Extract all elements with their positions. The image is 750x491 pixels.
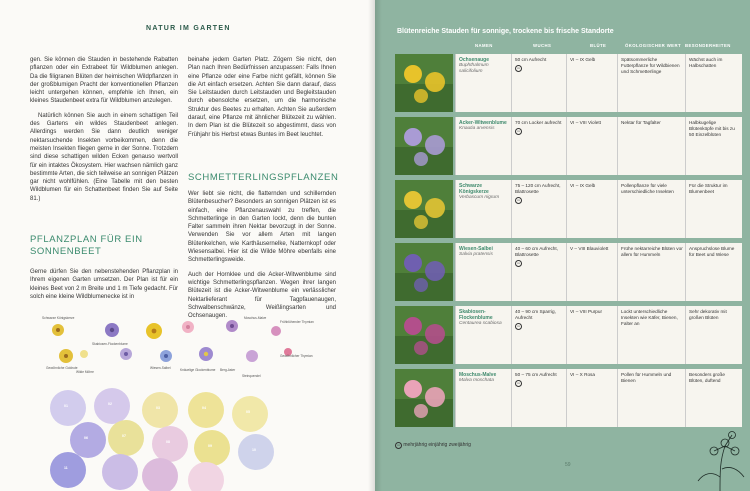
bed-number: 03 <box>156 406 160 410</box>
cell-name <box>455 243 512 301</box>
bed-number: 09 <box>208 444 212 448</box>
cell-name <box>455 369 512 427</box>
perennial-icon: m <box>515 197 522 204</box>
plant-name: Schwarze Königskerze <box>459 183 489 195</box>
cell-bluete <box>566 180 618 238</box>
cell-oeko <box>617 54 686 112</box>
plant-photo <box>395 306 453 364</box>
cell-bluete <box>566 306 618 364</box>
cell-besonderheiten <box>685 54 742 112</box>
plant-photo <box>395 243 453 301</box>
oeko-text: Pollenpflanze für viele unterschiedliche Insekten <box>621 183 674 194</box>
bluete-text: VI – VIII Purpur <box>570 309 603 314</box>
plant-name: Wiesen-Salbei <box>459 246 493 252</box>
table-header-wuchs: WUCHS <box>533 43 552 48</box>
cell-name <box>455 306 512 364</box>
bed-number: 04 <box>202 406 206 410</box>
plan-label: Schwarze Königskerze <box>42 316 75 320</box>
bed-number: 08 <box>166 440 170 444</box>
flower-icon <box>246 350 258 362</box>
oeko-text: Nektar für Tagfalter <box>621 120 661 125</box>
bluete-text: VI – IX Gelb <box>570 183 596 188</box>
plant-name: Skabiosen-Flockenblume <box>459 309 493 321</box>
plan-label: Frühblühender Thymian <box>280 320 314 324</box>
besonderheiten-text: Halbkugelige Blütenköpfe mit bis zu 50 Einzelblüten <box>689 120 735 137</box>
text-column-left-lower <box>30 268 178 307</box>
flower-icon <box>146 323 162 339</box>
cell-oeko <box>617 117 686 175</box>
paragraph: gen. Sie können die Stauden in bestehende Rabatten pflanzen oder ein Extrabeet für Wildblumen anlegen. Da die filigranen Blüten der heimischen Wildpflanzen in der großblumigen Pracht der konventionellen Pflanzen leicht untergehen können, empfehle ich Ihnen, ein kleines Staudenbeet extra für Wildblumen anzulegen. <box>30 57 178 105</box>
plan-label: Berg-Aster <box>220 368 236 372</box>
bluete-text: V – VIII Blauviolett <box>570 246 609 251</box>
oeko-text: Frühe nektarreiche Blüten vor allem für Hummeln <box>621 246 683 257</box>
flower-icon <box>182 321 194 333</box>
plan-label: Moschus-Malve <box>244 316 267 320</box>
besonderheiten-text: Anspruchslose Blume für Beet und Wiese <box>689 246 735 257</box>
cell-oeko <box>617 180 686 238</box>
cell-wuchs <box>511 117 567 175</box>
plant-photo <box>395 369 453 427</box>
table-row <box>395 306 741 366</box>
plan-label: Skabiosen-Flockenblume <box>92 342 128 346</box>
perennial-icon: m <box>515 65 522 72</box>
wuchs-text: 50 – 75 cm Aufrecht <box>515 372 557 377</box>
cell-name <box>455 54 512 112</box>
planting-plan-illustration <box>30 314 330 491</box>
perennial-icon: m <box>515 260 522 267</box>
besonderheiten-text: Für die Struktur im Blumenbeet <box>689 183 728 194</box>
plan-label: Gewöhnlicher Thymian <box>280 354 313 358</box>
besonderheiten-text: Besonders große Blüten, duftend <box>689 372 725 383</box>
table-row <box>395 117 741 177</box>
cell-besonderheiten <box>685 306 742 364</box>
flower-icon <box>105 323 119 337</box>
text-column-right-lower <box>188 190 336 326</box>
plant-name: Ochsenauge <box>459 57 490 63</box>
cell-besonderheiten <box>685 369 742 427</box>
table-header-namen: NAMEN <box>475 43 493 48</box>
cell-oeko <box>617 369 686 427</box>
table-header-bluete: BLÜTE <box>590 43 607 48</box>
cell-besonderheiten <box>685 117 742 175</box>
flower-icons <box>52 320 292 363</box>
bed-number: 01 <box>64 404 68 408</box>
paragraph: Gerne dürfen Sie den nebenstehenden Pflanzplan in Ihrem eigenen Garten umsetzen. Der Plan ist für ein kleines Beet von 2 m Breite und 1 m Tiefe gedacht. Für solch eine kleine Wildblumenecke ist in <box>30 269 178 300</box>
perennial-icon: m <box>395 442 402 449</box>
wuchs-text: 40 – 60 cm Aufrecht, Blattrosette <box>515 246 558 257</box>
cell-bluete <box>566 54 618 112</box>
bed-number: 07 <box>122 434 126 438</box>
cell-oeko <box>617 243 686 301</box>
besonderheiten-text: Wächst auch im Halbschatten <box>689 57 723 68</box>
flower-icon <box>226 320 238 332</box>
table-row <box>395 369 741 429</box>
paragraph: Auch der Hornklee und die Acker-Witwenblume sind wichtige Schmetterlingspflanzen. Wegen ihrer langen Blütezeit ist die Acker-Witwenblume ein verlässlicher Nektarlieferant für Tagpfauenaugen, Schwalbenschwänze, Weißlingsarten und Ochsenaugen. <box>188 271 336 320</box>
oeko-text: Lockt unterschiedliche Insekten wie Käfer, Bienen, Falter an <box>621 309 678 326</box>
perennial-icon: m <box>515 323 522 330</box>
text-column-left <box>30 56 178 209</box>
text-column-right <box>188 56 336 145</box>
bed-number: 02 <box>108 402 112 406</box>
perennial-icon: m <box>515 128 522 135</box>
plan-svg <box>30 314 330 491</box>
cell-wuchs <box>511 369 567 427</box>
bed-number: 10 <box>252 448 256 452</box>
bed-number: 11 <box>64 466 68 470</box>
oeko-text: Spätsommerliche Futterpflanze für Wildbienen und Schmetterlinge <box>621 57 680 74</box>
bluete-text: VI – IX Gelb <box>570 57 596 62</box>
legend-text: mehrjährig einjährig zweijährig <box>403 442 471 448</box>
cell-name <box>455 117 512 175</box>
plant-latin: Buphthalmum salicifolium <box>459 63 489 74</box>
table-header-besonderheiten: BESONDERHEITEN <box>685 43 731 48</box>
plan-label: Gewöhnliche Goldrute <box>46 366 78 370</box>
page-gutter <box>368 0 382 491</box>
wuchs-text: 75 – 120 cm Aufrecht, Blattrosette <box>515 183 561 194</box>
cell-bluete <box>566 117 618 175</box>
plant-name: Moschus-Malve <box>459 372 497 378</box>
section-heading-schmetterling: SCHMETTERLINGSPFLANZEN <box>188 172 339 183</box>
cell-wuchs <box>511 54 567 112</box>
plant-latin: Verbascum nigrum <box>459 195 500 200</box>
cell-besonderheiten <box>685 243 742 301</box>
plan-label: Wilde Möhre <box>76 370 94 374</box>
plan-label: Wiesen-Salbei <box>150 366 171 370</box>
plant-latin: Knautia arvensis <box>459 126 495 131</box>
paragraph: Wer liebt sie nicht, die flatternden und schillernden Blütenbesucher? Besonders an sonnigen Plätzen ist es einfach, eine Pflanzenauswahl zu treffen, die Schmetterlinge in den Garten lockt, denn die bunten Falter sammeln ihren Nektar bevorzugt in der Sonne. Verwenden Sie vor allem Arten mit langen Blütenkelchen, wie Karthäusernelke, Natternkopf oder Wiesensalbei. Hier ist die Wilde Möhre ebenfalls eine Schmetterlingsweide. <box>188 191 336 264</box>
bed-number: 06 <box>84 436 88 440</box>
wuchs-text: 70 cm Locker aufrecht <box>515 120 562 125</box>
plant-photo <box>395 180 453 238</box>
table-header-oeko: ÖKOLOGISCHER WERT <box>625 43 681 48</box>
wuchs-text: 50 cm Aufrecht <box>515 57 547 62</box>
flower-icon <box>120 348 132 360</box>
legend <box>395 440 471 449</box>
table-title: Blütenreiche Stauden für sonnige, trockene bis frische Standorte <box>397 28 614 35</box>
flower-icon <box>80 350 88 358</box>
perennial-icon: m <box>515 380 522 387</box>
besonderheiten-text: Sehr dekorativ mit großen Blüten <box>689 309 727 320</box>
plant-latin: Malva moschata <box>459 378 494 383</box>
flower-icon <box>160 350 172 362</box>
flower-icon <box>271 326 281 336</box>
table-row <box>395 54 741 114</box>
bed-number: 05 <box>246 410 250 414</box>
paragraph: Natürlich können Sie auch in einem schattigen Teil des Gartens ein wildes Staudenbeet anlegen. Allerdings werden Sie dann deutlich weniger nektarsuchende Insekten vorbeikommen, denn die meisten Insekten fliegen gerne in der Sonne. Trotzdem sind diese schattigen wilden Ecken genauso wertvoll für ein intaktes Ökosystem. Hier wachsen nämlich ganz bestimmte Arten, die sich teilweise an sonnigen Plätzen gar nicht wohlfühlen. (Eine Tabelle mit den besten Wildblumen für ein Schattenbeet finden Sie auf Seite 81.) <box>30 112 178 202</box>
cell-oeko <box>617 306 686 364</box>
cell-name <box>455 180 512 238</box>
table-row <box>395 180 741 240</box>
section-heading-pflanzplan: PFLANZPLAN FÜR EIN SONNENBEET <box>30 234 143 257</box>
plant-photo <box>395 117 453 175</box>
plant-photo <box>395 54 453 112</box>
plant-name: Acker-Witwenblume <box>459 120 507 126</box>
cell-wuchs <box>511 243 567 301</box>
wuchs-text: 40 – 90 cm Sparrig, Aufrecht <box>515 309 556 320</box>
oeko-text: Pollen für Hummeln und Bienen <box>621 372 672 383</box>
plan-label: Knäuelige Glockenblume <box>180 368 216 372</box>
flower-icon <box>59 349 73 363</box>
table-row <box>395 243 741 303</box>
running-head: NATUR IM GARTEN <box>146 25 231 32</box>
bluete-text: VI – VIII Violett <box>570 120 601 125</box>
plant-latin: Salvia pratensis <box>459 252 493 257</box>
paragraph: beinahe jedem Garten Platz. Zögern Sie nicht, den Plan nach Ihren Bedürfnissen anzupassen: Falls Ihnen eine Pflanze oder eine Farbe nicht gefällt, können Sie die Art einfach ersetzen. Achten Sie dann darauf, dass Sie Leitstauden durch Leitstauden und Begleitstauden durch ebensolche ersetzen, um die harmonische Struktur des Beetes zu erhalten. Achten Sie außerdem darauf, eine Pflanze mit ähnlicher Blütezeit zu wählen. In dem Plan ist die Blütezeit so abgestimmt, dass von Frühjahr bis Herbst etwas Buntes im Beet leuchtet. <box>188 57 336 138</box>
botanical-sketch-icon <box>680 421 750 491</box>
plant-latin: Centaurea scabiosa <box>459 321 502 326</box>
bluete-text: VI – X Rosa <box>570 372 596 377</box>
plan-label: Steinquendel <box>242 374 261 378</box>
cell-wuchs <box>511 180 567 238</box>
cell-wuchs <box>511 306 567 364</box>
cell-bluete <box>566 243 618 301</box>
flower-icon <box>52 324 64 336</box>
right-page <box>375 0 750 491</box>
page-number: 59 <box>565 462 571 468</box>
cell-besonderheiten <box>685 180 742 238</box>
cell-bluete <box>566 369 618 427</box>
flower-icon <box>199 347 213 361</box>
